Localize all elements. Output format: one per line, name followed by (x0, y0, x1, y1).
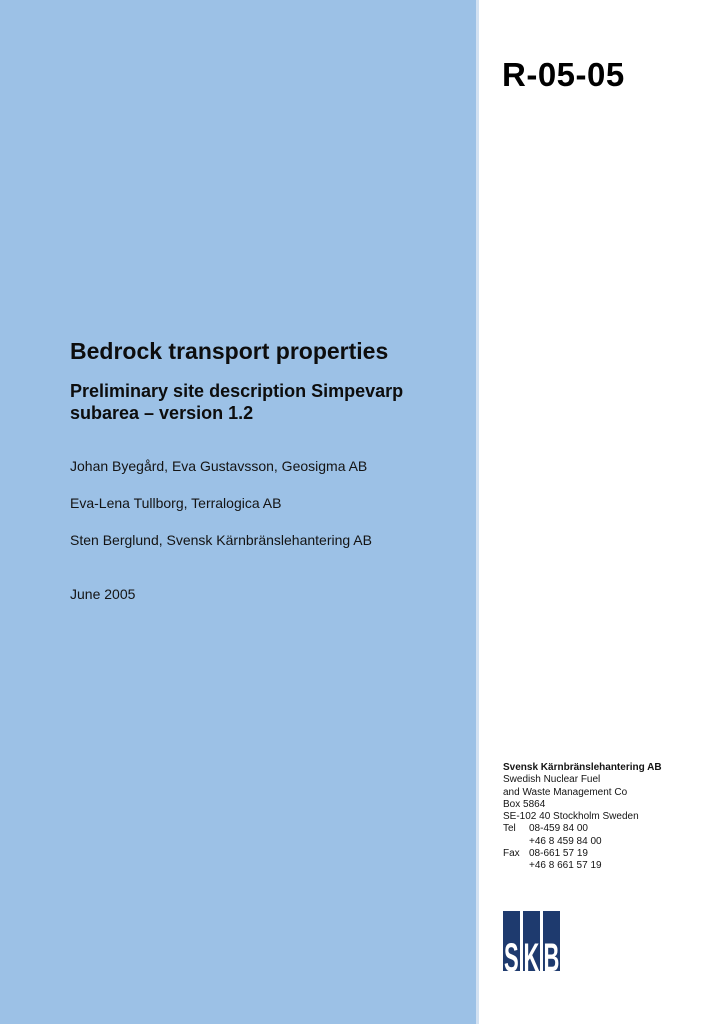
fax-row (503, 860, 713, 872)
report-subtitle (70, 380, 403, 424)
publisher-address-line: Swedish Nuclear Fuel (503, 774, 601, 786)
publisher-address-line: and Waste Management Co (503, 786, 628, 798)
phone-label: Tel (503, 823, 516, 835)
fax-row (503, 848, 713, 860)
skb-logo-letter: S (504, 936, 519, 980)
report-title: Bedrock transport properties (70, 338, 389, 364)
skb-logo-bar (543, 911, 560, 980)
phone-label (503, 836, 529, 848)
author-line: Johan Byegård, Eva Gustavsson, Geosigma AB (70, 458, 368, 474)
phone-row (503, 836, 713, 848)
publisher-address-line: Box 5864 (503, 798, 546, 810)
phone-number: 08-459 84 00 (529, 823, 588, 835)
fax-label: Fax (503, 848, 520, 860)
publisher-address-line: SE-102 40 Stockholm Sweden (503, 811, 639, 823)
skb-logo-bar (503, 911, 520, 980)
skb-logo-letter: B (543, 936, 560, 980)
fax-number: +46 8 661 57 19 (529, 860, 602, 872)
publisher-name: Svensk Kärnbränslehantering AB (503, 762, 662, 773)
report-subtitle-line: Preliminary site description Simpevarp (70, 381, 404, 401)
publisher-contact-block (503, 762, 713, 873)
author-line: Sten Berglund, Svensk Kärnbränslehantering AB (70, 532, 372, 548)
skb-logo (503, 911, 560, 980)
fax-number: 08-661 57 19 (529, 848, 588, 860)
author-list (70, 459, 372, 570)
publication-date: June 2005 (70, 586, 136, 602)
author-line: Eva-Lena Tullborg, Terralogica AB (70, 495, 282, 511)
report-number: R-05-05 (502, 56, 625, 93)
report-subtitle-line: subarea – version 1.2 (70, 403, 254, 423)
phone-row (503, 823, 713, 835)
phone-number: +46 8 459 84 00 (529, 835, 602, 847)
fax-label (503, 860, 529, 872)
skb-logo-letter: K (523, 936, 540, 980)
skb-logo-bar (523, 911, 540, 980)
